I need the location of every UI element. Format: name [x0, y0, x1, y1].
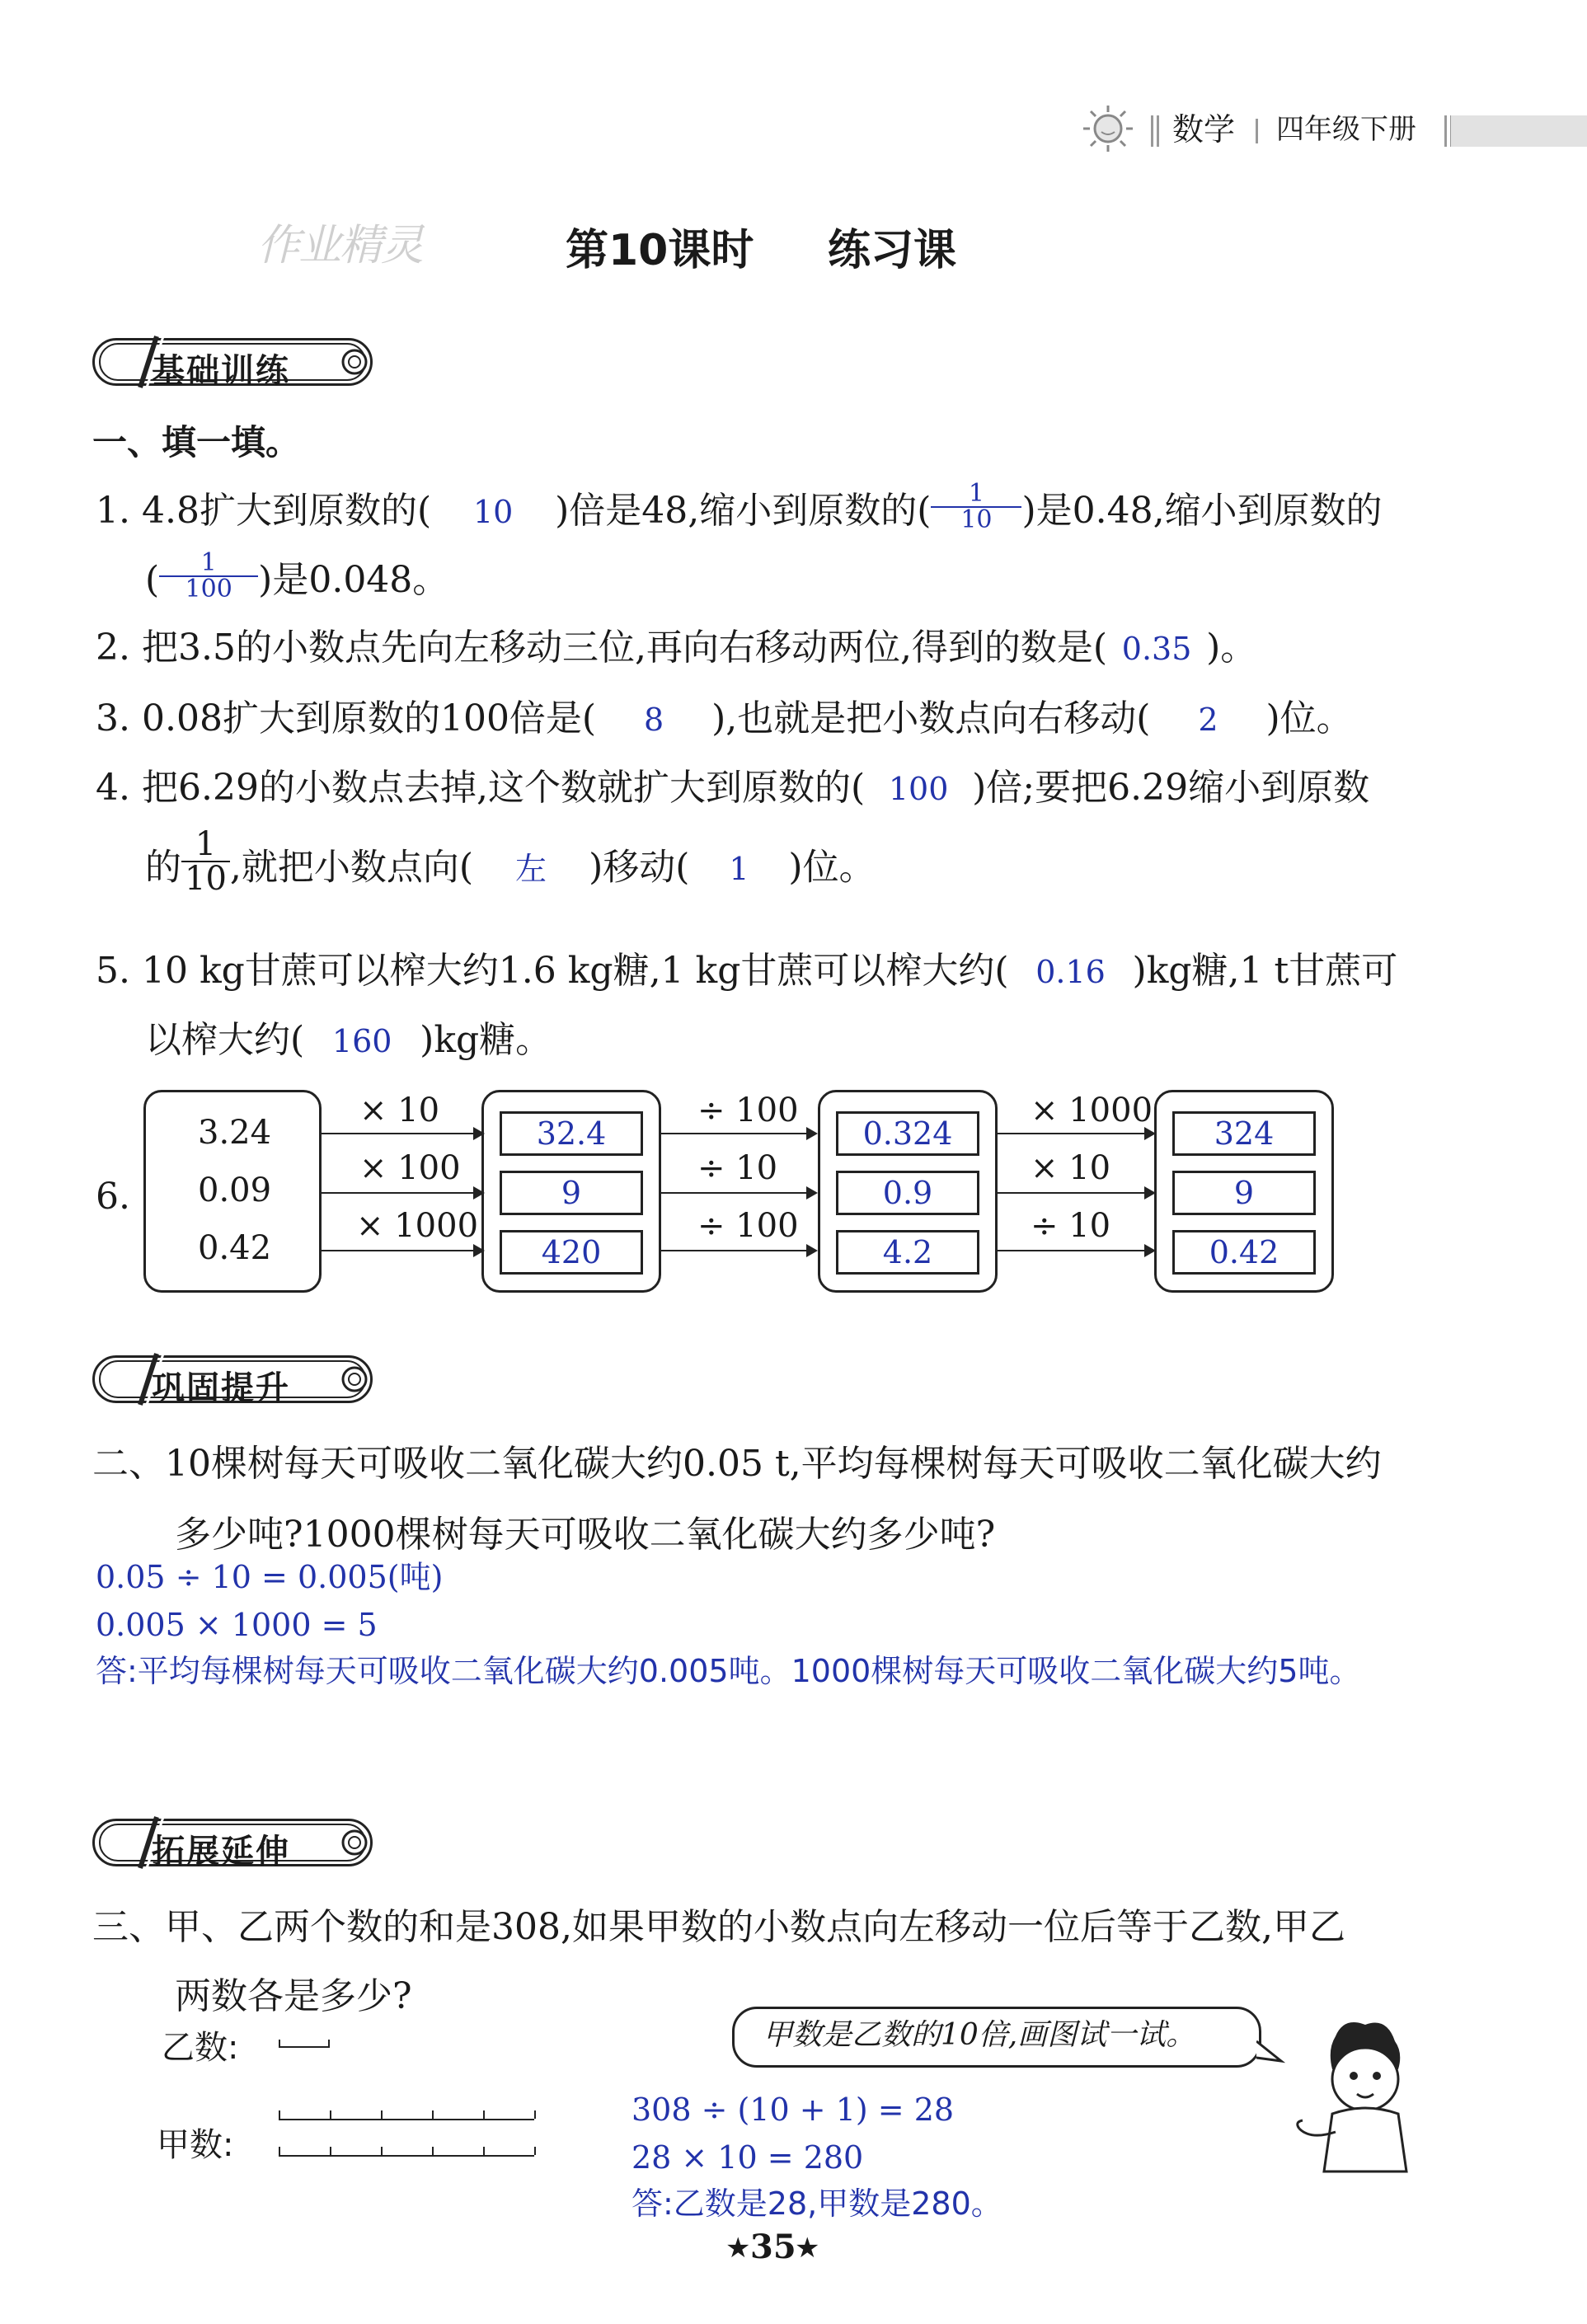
- q3-text: 0.08扩大到原数的100倍是(: [141, 697, 597, 739]
- q1-line2: [145, 547, 449, 603]
- op2-3: ÷ 100: [697, 1207, 799, 1245]
- header-band: [1451, 115, 1587, 147]
- col1-cell-1: 32.4: [500, 1111, 643, 1156]
- segment-tick: [381, 2147, 383, 2155]
- q1-text: 4.8扩大到原数的(: [141, 490, 432, 532]
- q4-text: 把6.29的小数点去掉,这个数就扩大到原数的(: [141, 767, 866, 809]
- q2-answer: 0.35: [1121, 631, 1192, 667]
- op3-2: × 10: [1031, 1149, 1111, 1187]
- part2-question-line2: 多少吨?1000棵树每天可吸收二氧化碳大约多少吨?: [175, 1514, 996, 1556]
- col3-cell-3: 0.42: [1172, 1230, 1316, 1275]
- part2-question-line1: 二、10棵树每天可吸收二氧化碳大约0.05 t,平均每棵树每天可吸收二氧化碳大约: [92, 1443, 1382, 1485]
- section-consolidate-badge: [92, 1350, 377, 1408]
- q1-answer-2-den: 10: [960, 505, 993, 534]
- section-extend-label: 拓展延伸: [152, 1833, 290, 1871]
- col2-cell-1: 0.324: [836, 1111, 979, 1156]
- q5-text: 10 kg甘蔗可以榨大约1.6 kg糖,1 kg甘蔗可以榨大约(: [141, 950, 1009, 992]
- col1-cell-3: 420: [500, 1230, 643, 1275]
- op1-1: × 10: [359, 1092, 440, 1129]
- q5-number: 5.: [96, 950, 130, 992]
- part2-answer: 答:平均每棵树每天可吸收二氧化碳大约0.005吨。1000棵树每天可吸收二氧化碳大约5吨。: [96, 1653, 1361, 1689]
- q5-line1: [96, 950, 1398, 992]
- header-subject: 数学: [1172, 111, 1236, 148]
- q1-number: 1.: [96, 490, 130, 532]
- q5-text: )kg糖。: [420, 1019, 552, 1061]
- q1-answer-3-num: 1: [159, 551, 258, 577]
- arrow: [998, 1250, 1154, 1251]
- q3-number: 3.: [96, 697, 130, 739]
- part1-heading: 一、填一填。: [92, 422, 301, 462]
- hint-text: 甲数是乙数的10倍,画图试一试。: [763, 2018, 1196, 2052]
- q4-answer-1: 100: [888, 771, 949, 807]
- q1-answer-2-num: 1: [931, 481, 1021, 508]
- segment-tick: [279, 2147, 280, 2155]
- segment-tick: [534, 2147, 536, 2155]
- q1-text: )是0.048。: [258, 559, 449, 601]
- op1-3: × 1000: [356, 1207, 479, 1245]
- q1-answer-3: [159, 547, 258, 603]
- q5-text: )kg糖,1 t甘蔗可: [1132, 950, 1398, 992]
- q5-line2: [145, 1019, 552, 1061]
- cartoon-boy-icon: [1294, 2016, 1426, 2173]
- q1-text: )倍是48,缩小到原数的(: [555, 490, 932, 532]
- segment-tick: [279, 2110, 280, 2119]
- q4-text: 的: [145, 846, 181, 889]
- segment-tick: [432, 2147, 434, 2155]
- part3-solution-1: 308 ÷ (10 + 1) = 28: [632, 2092, 955, 2128]
- op2-2: ÷ 10: [697, 1149, 778, 1187]
- q3-text: )位。: [1265, 697, 1353, 739]
- watermark: 作业精灵: [257, 221, 423, 270]
- part3-answer: 答:乙数是28,甲数是280。: [632, 2185, 1002, 2222]
- arrow: [661, 1192, 816, 1194]
- sun-logo-icon: [1078, 102, 1138, 153]
- q4-fraction: [181, 825, 230, 898]
- q2-text: 把3.5的小数点先向左移动三位,再向右移动两位,得到的数是(: [141, 627, 1108, 669]
- q1-line1: [96, 478, 1383, 534]
- star-icon: ★: [725, 2232, 751, 2265]
- arrow: [322, 1250, 483, 1251]
- q4-answer-2: 左: [515, 850, 547, 887]
- part3-question-line1: 三、甲、乙两个数的和是308,如果甲数的小数点向左移动一位后等于乙数,甲乙: [92, 1906, 1345, 1948]
- hint-bubble: [732, 2007, 1261, 2068]
- label-yi: 乙数:: [162, 2029, 239, 2067]
- segment-jia-upper: [279, 2110, 534, 2120]
- part3-solution-2: 28 × 10 = 280: [632, 2139, 864, 2176]
- lesson-name: 练习课: [828, 226, 957, 275]
- q2-text: )。: [1206, 627, 1257, 669]
- section-consolidate-label: 巩固提升: [152, 1369, 290, 1407]
- header-separator: [1151, 115, 1159, 147]
- q2-line: [96, 627, 1257, 669]
- q4-text: )位。: [788, 846, 876, 889]
- label-jia: 甲数:: [157, 2126, 234, 2164]
- arrow: [661, 1133, 816, 1134]
- q4-fraction-num: 1: [181, 828, 230, 862]
- q1-text: )是0.48,缩小到原数的: [1021, 490, 1383, 532]
- q4-answer-3: 1: [729, 850, 749, 887]
- op2-1: ÷ 100: [697, 1092, 799, 1129]
- q3-answer-2: 2: [1198, 702, 1218, 738]
- part2-solution-2: 0.005 × 1000 = 5: [96, 1607, 378, 1643]
- q1-answer-1: 10: [472, 494, 514, 530]
- col3-cell-1: 324: [1172, 1111, 1316, 1156]
- arrow: [661, 1250, 816, 1251]
- segment-tick: [330, 2110, 331, 2119]
- col3-cell-2: 9: [1172, 1171, 1316, 1215]
- q5-answer-1: 0.16: [1035, 954, 1106, 990]
- segment-tick: [534, 2110, 536, 2119]
- col2-cell-3: 4.2: [836, 1230, 979, 1275]
- q4-text: )移动(: [589, 846, 690, 889]
- q3-line: [96, 697, 1353, 739]
- arrow: [322, 1133, 483, 1134]
- col2-cell-2: 0.9: [836, 1171, 979, 1215]
- section-basic-badge: [92, 333, 377, 391]
- star-icon: ★: [795, 2232, 820, 2265]
- input-value-3: 0.42: [198, 1229, 272, 1267]
- segment-tick: [330, 2147, 331, 2155]
- col1-cell-2: 9: [500, 1171, 643, 1215]
- header-grade: 四年级下册: [1276, 113, 1416, 146]
- q4-text: )倍;要把6.29缩小到原数: [972, 767, 1370, 809]
- q1-answer-3-den: 100: [185, 574, 232, 603]
- segment-tick: [432, 2110, 434, 2119]
- q5-answer-2: 160: [331, 1023, 392, 1059]
- lesson-number: 第10课时: [566, 226, 754, 275]
- arrow: [322, 1192, 483, 1194]
- section-extend-badge: [92, 1814, 377, 1871]
- segment-tick: [483, 2147, 485, 2155]
- q4-line1: [96, 767, 1370, 809]
- segment-tick: [483, 2110, 485, 2119]
- q2-number: 2.: [96, 627, 130, 669]
- q1-answer-2: [931, 478, 1021, 534]
- section-basic-label: 基础训练: [152, 352, 290, 390]
- bubble-tail: [1256, 2036, 1286, 2069]
- arrow: [998, 1192, 1154, 1194]
- page-number: 35: [750, 2228, 796, 2266]
- segment-yi: [279, 2040, 330, 2048]
- q3-answer-1: 8: [644, 702, 664, 738]
- q6-number: 6.: [96, 1176, 130, 1218]
- op3-3: ÷ 10: [1031, 1207, 1111, 1245]
- arrow: [998, 1133, 1154, 1134]
- part3-question-line2: 两数各是多少?: [175, 1975, 412, 2017]
- header-separator: [1256, 119, 1258, 143]
- q4-fraction-den: 10: [185, 860, 227, 898]
- q4-text: ,就把小数点向(: [229, 846, 474, 889]
- q4-number: 4.: [96, 767, 130, 809]
- part2-solution-1: 0.05 ÷ 10 = 0.005(吨): [96, 1559, 444, 1595]
- q4-line2: [145, 825, 876, 898]
- q1-text: (: [145, 559, 160, 601]
- q5-text: 以榨大约(: [145, 1019, 305, 1061]
- q3-text: ),也就是把小数点向右移动(: [711, 697, 1151, 739]
- input-value-2: 0.09: [198, 1171, 272, 1209]
- segment-tick: [381, 2110, 383, 2119]
- segment-jia-lower: [279, 2147, 534, 2157]
- op1-2: × 100: [359, 1149, 461, 1187]
- op3-1: × 1000: [1031, 1092, 1153, 1129]
- input-value-1: 3.24: [198, 1114, 272, 1152]
